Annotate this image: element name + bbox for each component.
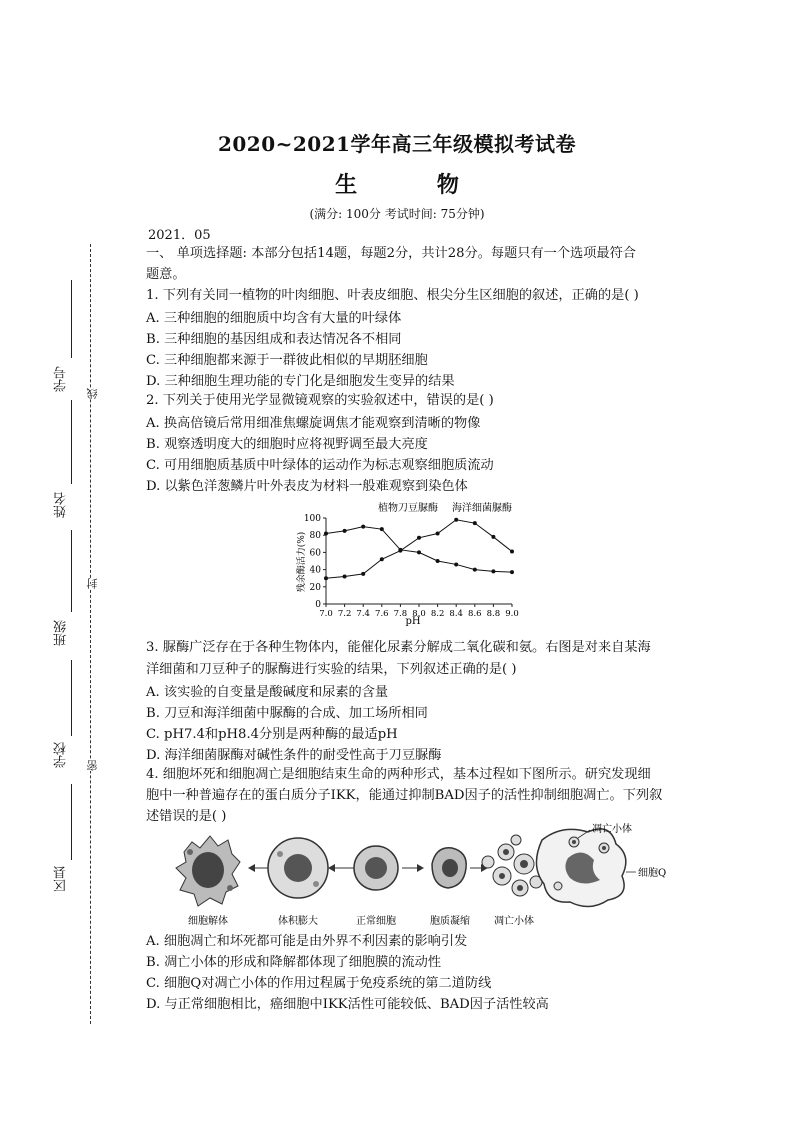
data-point: [473, 568, 477, 572]
data-point: [361, 572, 365, 576]
normal-cell-illustration: [354, 846, 398, 890]
cell-death-diagram: [170, 822, 690, 930]
sidebar-label-school: 学校: [54, 742, 69, 768]
fill-line: [71, 280, 72, 358]
question-2-stem: 2. 下列关于使用光学显微镜观察的实验叙述中，错误的是( ): [146, 393, 494, 408]
y-tick-label: 80: [309, 531, 321, 542]
data-point: [324, 531, 328, 535]
question-2-option-d: D. 以紫色洋葱鳞片叶外表皮为材料一般难观察到染色体: [146, 479, 468, 494]
fill-line: [71, 660, 72, 736]
data-point: [454, 518, 458, 522]
label-condensed: 胞质凝缩: [430, 916, 470, 927]
label-cell-q: 细胞Q: [638, 868, 667, 879]
question-4-option-d: D. 与正常细胞相比，癌细胞中IKK活性可能较低、BAD因子活性较高: [146, 997, 549, 1012]
sidebar-label-class: 班级: [54, 620, 69, 646]
label-swollen: 体积膨大: [278, 916, 318, 927]
data-point: [398, 549, 402, 553]
data-point: [380, 557, 384, 561]
question-3-stem-cont: 洋细菌和刀豆种子的脲酶进行实验的结果，下列叙述正确的是( ): [146, 662, 517, 677]
data-point: [361, 525, 365, 529]
data-point: [436, 559, 440, 563]
x-axis-label: pH: [405, 616, 421, 626]
y-tick-label: 0: [315, 600, 321, 610]
data-point: [324, 576, 328, 580]
question-4-stem-cont2: 述错误的是( ): [146, 809, 227, 824]
arrow-head-icon: [417, 864, 424, 872]
x-tick-label: 9.0: [505, 609, 519, 619]
question-1-option-b: B. 三种细胞的基因组成和表达情况各不相同: [146, 332, 402, 347]
y-tick-label: 100: [303, 514, 321, 524]
label-normal: 正常细胞: [356, 916, 396, 927]
urease-activity-chart: [290, 496, 530, 626]
data-point: [510, 570, 514, 574]
sidebar-label-name: 姓名: [54, 492, 69, 518]
sidebar-label-student-id: 学号: [54, 366, 69, 392]
x-tick-label: 8.8: [486, 609, 501, 619]
data-point: [436, 531, 440, 535]
question-4-stem-cont: 胞中一种普遍存在的蛋白质分子IKK，能通过抑制BAD因子的活性抑制细胞凋亡。下列叙: [146, 788, 663, 803]
question-4-option-b: B. 凋亡小体的形成和降解都体现了细胞膜的流动性: [146, 955, 442, 970]
question-3-option-d: D. 海洋细菌脲酶对碱性条件的耐受性高于刀豆脲酶: [146, 748, 442, 763]
x-tick-label: 8.6: [468, 609, 482, 619]
x-tick-label: 7.8: [393, 609, 408, 619]
question-2-option-a: A. 换高倍镜后常用细准焦螺旋调焦才能观察到清晰的物像: [146, 416, 481, 431]
label-apoptotic-bodies: 凋亡小体: [494, 916, 534, 927]
question-4-option-a: A. 细胞凋亡和坏死都可能是由外界不利因素的影响引发: [146, 934, 468, 949]
data-point: [417, 536, 421, 540]
arrow-head-icon: [328, 864, 335, 872]
seal-word-secret: 密: [86, 760, 99, 771]
question-1-option-c: C. 三种细胞都来源于一群彼此相似的早期胚细胞: [146, 353, 428, 368]
fill-line: [71, 784, 72, 860]
legend-jackbean: 植物刀豆脲酶: [378, 503, 438, 514]
legend-marine-bacteria: 海洋细菌脲酶: [452, 503, 512, 514]
exam-info: (满分: 100分 考试时间: 75分钟): [309, 207, 485, 221]
exam-title: 2020~2021学年高三年级模拟考试卷: [217, 132, 577, 156]
chart-series: [324, 518, 514, 580]
question-4-option-c: C. 细胞Q对凋亡小体的作用过程属于免疫系统的第二道防线: [146, 976, 492, 991]
data-point: [343, 574, 347, 578]
x-tick-label: 7.0: [319, 609, 333, 619]
y-tick-label: 20: [309, 582, 321, 593]
fill-line: [71, 530, 72, 612]
x-tick-label: 7.2: [337, 609, 352, 619]
data-point: [491, 569, 495, 573]
data-point: [510, 550, 514, 554]
chart-axes: [304, 514, 519, 619]
question-4-stem: 4. 细胞坏死和细胞凋亡是细胞结束生命的两种形式，基本过程如下图所示。研究发现细: [146, 767, 651, 782]
question-3-option-a: A. 该实验的自变量是酸碱度和尿素的含量: [146, 685, 389, 700]
x-tick-label: 8.4: [449, 609, 463, 619]
y-tick-label: 60: [309, 548, 321, 559]
cell-q-illustration: [536, 829, 625, 907]
x-tick-label: 7.4: [356, 609, 370, 619]
question-1-option-d: D. 三种细胞生理功能的专门化是细胞发生变异的结果: [146, 374, 455, 389]
question-3-option-b: B. 刀豆和海洋细菌中脲酶的合成、加工场所相同: [146, 706, 428, 721]
question-1-option-a: A. 三种细胞的细胞质中均含有大量的叶绿体: [146, 311, 402, 326]
data-point: [454, 562, 458, 566]
exam-date: 2021．05: [148, 228, 211, 243]
seal-word-line: 线: [86, 388, 99, 399]
swollen-cell-illustration: [268, 838, 328, 898]
x-tick-label: 7.6: [375, 609, 389, 619]
x-tick-label: 8.0: [412, 609, 426, 619]
condensed-cell-illustration: [432, 848, 466, 888]
question-3-stem: 3. 脲酶广泛存在于各种生物体内，能催化尿素分解成二氧化碳和氨。右图是对来自某海: [146, 640, 651, 655]
section-heading-cont: 题意。: [146, 267, 186, 282]
question-2-option-c: C. 可用细胞质基质中叶绿体的运动作为标志观察细胞质流动: [146, 458, 494, 473]
y-tick-label: 40: [309, 565, 321, 576]
subject-title: 生 物: [335, 172, 495, 198]
question-1-stem: 1. 下列有关同一植物的叶肉细胞、叶表皮细胞、根尖分生区细胞的叙述，正确的是( ): [146, 288, 639, 303]
data-point: [473, 521, 477, 525]
apoptotic-bodies-illustration: [482, 835, 542, 896]
data-point: [491, 535, 495, 539]
label-apoptotic-body-q: 凋亡小体: [592, 824, 632, 835]
x-tick-label: 8.2: [430, 609, 445, 619]
cell-lysis-illustration: [176, 836, 240, 906]
question-3-option-c: C. pH7.4和pH8.4分别是两种酶的最适pH: [146, 727, 398, 742]
fill-line: [71, 400, 72, 484]
label-cell-lysis: 细胞解体: [188, 916, 228, 927]
arrow-head-icon: [248, 864, 255, 872]
data-point: [380, 527, 384, 531]
y-axis-label: 残余酶活力(%): [297, 531, 307, 593]
data-point: [417, 550, 421, 554]
seal-dashed-line: [90, 244, 91, 1024]
section-heading: 一、 单项选择题: 本部分包括14题，每题2分，共计28分。每题只有一个选项最符合: [146, 246, 636, 261]
seal-word-seal: 封: [86, 578, 99, 589]
series-line-0: [326, 527, 512, 573]
data-point: [343, 529, 347, 533]
sidebar-label-district: 区县: [54, 866, 69, 892]
question-2-option-b: B. 观察透明度大的细胞时应将视野调至最大亮度: [146, 437, 428, 452]
